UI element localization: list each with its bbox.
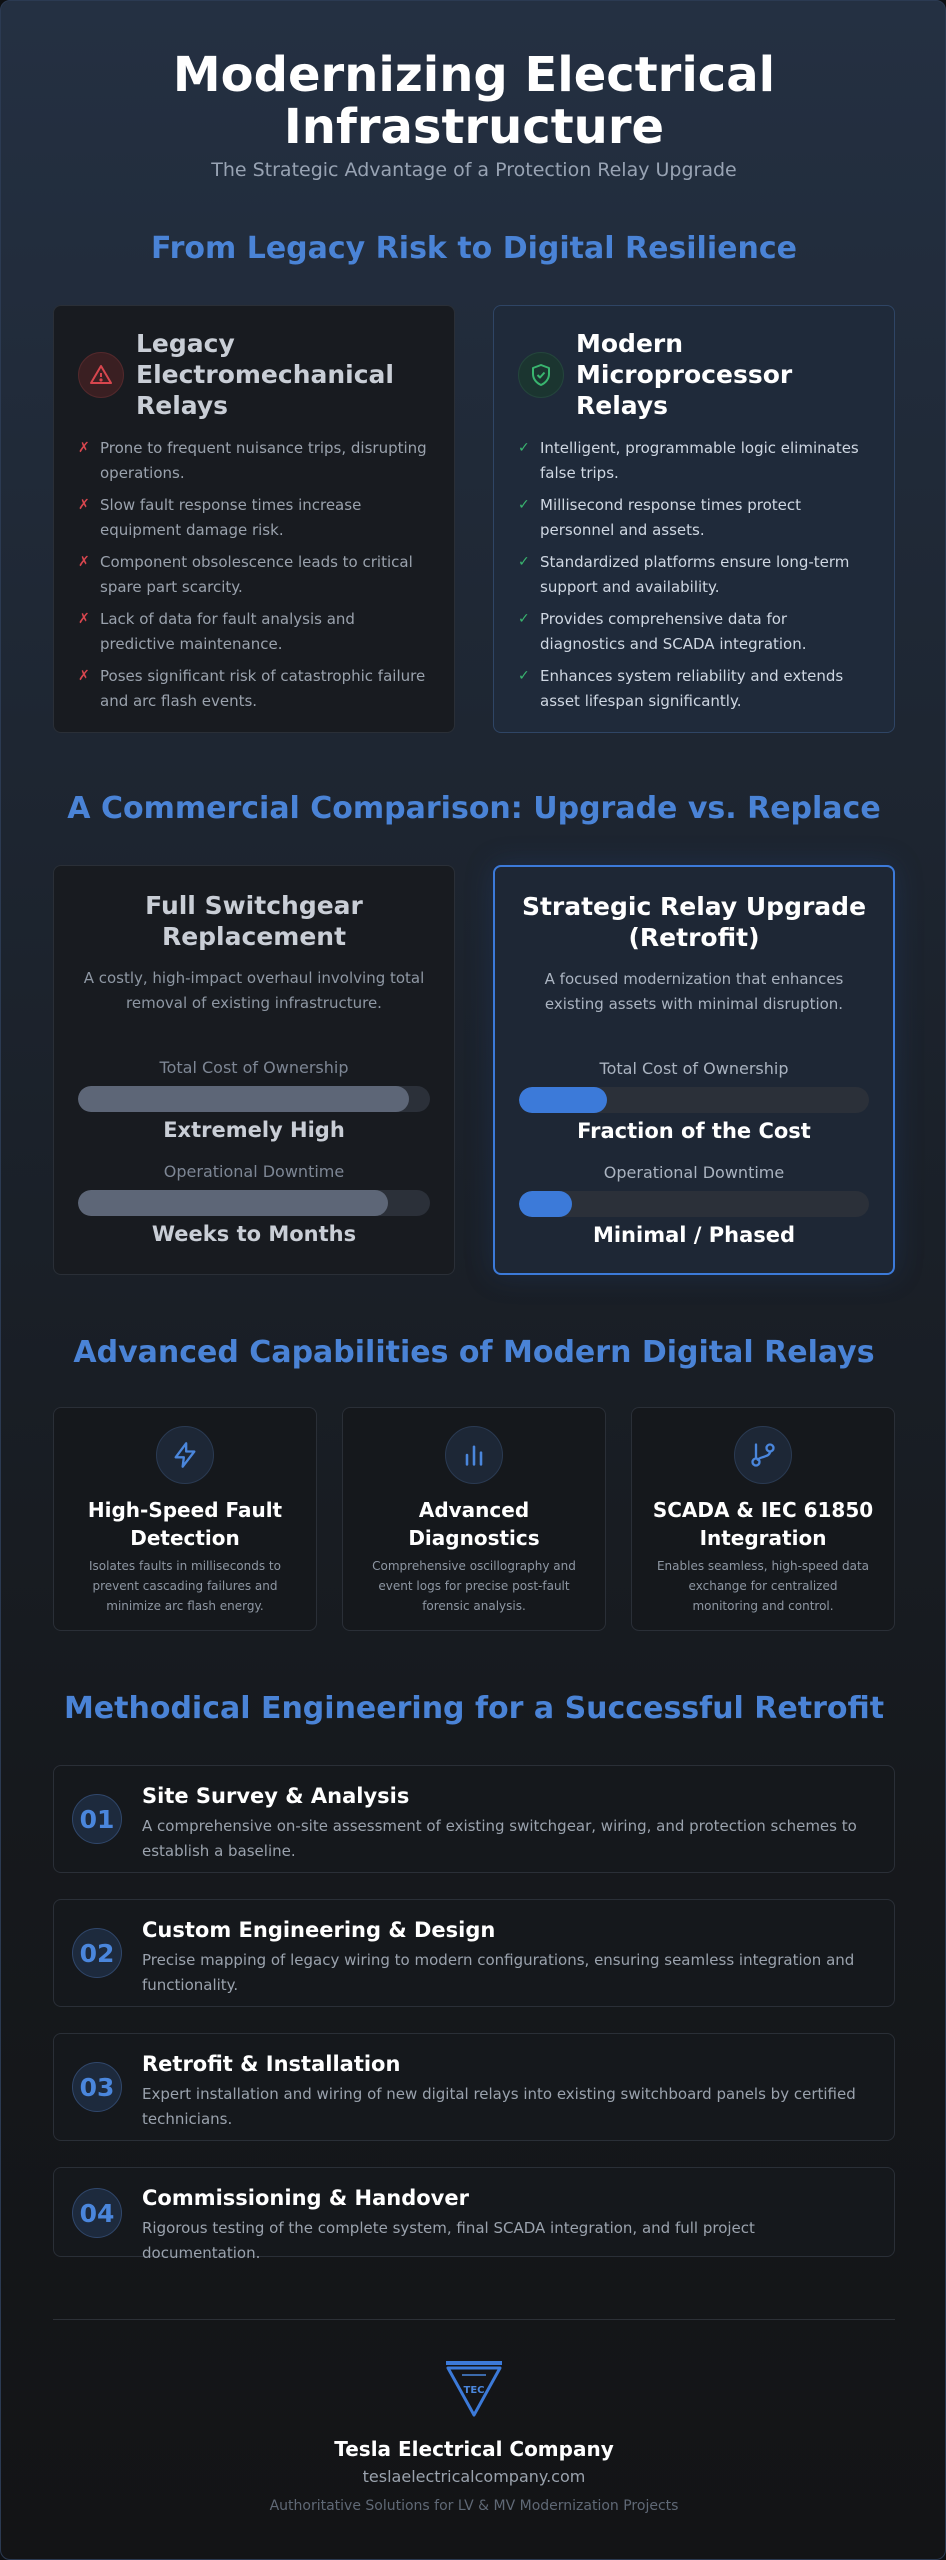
replacement-title: Full Switchgear Replacement <box>145 891 363 951</box>
check-mark-icon: ✓ <box>518 440 530 456</box>
retrofit-cost-label: Total Cost of Ownership <box>599 1059 789 1078</box>
git-branch-icon <box>734 1426 792 1484</box>
modern-relays-card <box>493 305 895 733</box>
cross-mark-icon: ✗ <box>78 668 90 684</box>
list-item: ✗ Prone to frequent nuisance trips, disrupting operations. <box>78 436 432 486</box>
bar-fill <box>78 1086 409 1112</box>
section-heading-comparison: A Commercial Comparison: Upgrade vs. Replace <box>67 791 881 826</box>
page-subtitle: The Strategic Advantage of a Protection Relay Upgrade <box>211 159 737 181</box>
cross-mark-icon: ✗ <box>78 440 90 456</box>
replacement-downtime-bar <box>78 1190 430 1216</box>
process-step <box>53 1765 895 1873</box>
step-number: 03 <box>72 2062 122 2112</box>
company-name: Tesla Electrical Company <box>334 2437 614 2461</box>
step-number: 02 <box>72 1928 122 1978</box>
replacement-downtime-label: Operational Downtime <box>163 1162 345 1181</box>
step-title: Commissioning & Handover <box>142 2186 469 2210</box>
replacement-cost-value: Extremely High <box>163 1118 345 1142</box>
page-title: Modernizing Electrical Infrastructure <box>172 47 776 155</box>
modern-points-list <box>518 436 872 721</box>
step-desc: Precise mapping of legacy wiring to modern configurations, ensuring seamless integration and functionality. <box>142 1951 855 1994</box>
replacement-cost-bar <box>78 1086 430 1112</box>
shield-check-icon <box>518 352 564 398</box>
check-mark-icon: ✓ <box>518 668 530 684</box>
feature-card-scada <box>631 1407 895 1631</box>
step-desc: Expert installation and wiring of new digital relays into existing switchboard panels by certified technicians. <box>142 2085 856 2128</box>
footer-divider <box>53 2319 895 2320</box>
step-number: 04 <box>72 2188 122 2238</box>
feature-title: Advanced Diagnostics <box>408 1498 540 1550</box>
legacy-card-title: Legacy Electromechanical Relays <box>136 329 394 420</box>
step-desc: A comprehensive on-site assessment of existing switchgear, wiring, and protection schemes to establish a baseline. <box>142 1817 857 1860</box>
feature-card-fault-detection <box>53 1407 317 1631</box>
replacement-downtime-value: Weeks to Months <box>151 1222 357 1246</box>
list-item: ✓ Intelligent, programmable logic eliminates false trips. <box>518 436 872 486</box>
feature-desc: Comprehensive oscillography and event logs for precise post-fault forensic analysis. <box>372 1559 576 1613</box>
retrofit-desc: A focused modernization that enhances existing assets with minimal disruption. <box>544 970 844 1013</box>
replacement-card <box>53 865 455 1275</box>
bar-chart-icon <box>445 1426 503 1484</box>
warning-triangle-icon <box>78 352 124 398</box>
bar-fill <box>519 1087 607 1113</box>
list-item: ✓ Millisecond response times protect personnel and assets. <box>518 493 872 543</box>
feature-title: SCADA & IEC 61850 Integration <box>652 1498 874 1550</box>
list-item: ✗ Slow fault response times increase equipment damage risk. <box>78 493 432 543</box>
feature-desc: Enables seamless, high-speed data exchange for centralized monitoring and control. <box>656 1559 870 1613</box>
company-tagline: Authoritative Solutions for LV & MV Modernization Projects <box>269 2498 679 2514</box>
company-logo <box>1 2359 946 2423</box>
list-item: ✓ Provides comprehensive data for diagnostics and SCADA integration. <box>518 607 872 657</box>
company-logo-icon <box>442 2359 506 2419</box>
legacy-points-list <box>78 436 432 721</box>
cross-mark-icon: ✗ <box>78 611 90 627</box>
step-number: 01 <box>72 1794 122 1844</box>
bar-fill <box>78 1190 388 1216</box>
process-step <box>53 2167 895 2262</box>
section-heading-legacy-vs-modern: From Legacy Risk to Digital Resilience <box>151 231 797 266</box>
list-item: ✗ Poses significant risk of catastrophic failure and arc flash events. <box>78 664 432 714</box>
feature-desc: Isolates faults in milliseconds to prevent cascading failures and minimize arc flash energy. <box>89 1559 281 1613</box>
section-heading-capabilities: Advanced Capabilities of Modern Digital Relays <box>73 1335 875 1370</box>
step-desc: Rigorous testing of the complete system, final SCADA integration, and full project documentation. <box>142 2219 755 2262</box>
retrofit-downtime-bar <box>519 1191 869 1217</box>
logo-text: TEC <box>463 2385 485 2396</box>
replacement-cost-label: Total Cost of Ownership <box>159 1058 349 1077</box>
list-item: ✓ Standardized platforms ensure long-term support and availability. <box>518 550 872 600</box>
bar-fill <box>519 1191 572 1217</box>
cross-mark-icon: ✗ <box>78 497 90 513</box>
step-title: Retrofit & Installation <box>142 2052 401 2076</box>
check-mark-icon: ✓ <box>518 497 530 513</box>
process-step <box>53 1899 895 2007</box>
legacy-relays-card <box>53 305 455 733</box>
step-title: Site Survey & Analysis <box>142 1784 410 1808</box>
lightning-bolt-icon <box>156 1426 214 1484</box>
modern-card-title: Modern Microprocessor Relays <box>576 329 793 420</box>
retrofit-card <box>493 865 895 1275</box>
list-item: ✗ Lack of data for fault analysis and predictive maintenance. <box>78 607 432 657</box>
feature-title: High-Speed Fault Detection <box>87 1498 283 1550</box>
retrofit-cost-value: Fraction of the Cost <box>577 1119 811 1143</box>
retrofit-downtime-label: Operational Downtime <box>603 1163 785 1182</box>
retrofit-downtime-value: Minimal / Phased <box>592 1223 796 1247</box>
retrofit-cost-bar <box>519 1087 869 1113</box>
list-item: ✓ Enhances system reliability and extends asset lifespan significantly. <box>518 664 872 714</box>
replacement-desc: A costly, high-impact overhaul involving total removal of existing infrastructure. <box>83 969 425 1012</box>
company-website-link[interactable]: teslaelectricalcompany.com <box>362 2467 586 2486</box>
list-item: ✗ Component obsolescence leads to critical spare part scarcity. <box>78 550 432 600</box>
section-heading-methodology: Methodical Engineering for a Successful Retrofit <box>63 1691 885 1726</box>
check-mark-icon: ✓ <box>518 554 530 570</box>
process-step <box>53 2033 895 2141</box>
retrofit-title: Strategic Relay Upgrade (Retrofit) <box>521 892 867 952</box>
cross-mark-icon: ✗ <box>78 554 90 570</box>
check-mark-icon: ✓ <box>518 611 530 627</box>
feature-card-diagnostics <box>342 1407 606 1631</box>
step-title: Custom Engineering & Design <box>142 1918 496 1942</box>
